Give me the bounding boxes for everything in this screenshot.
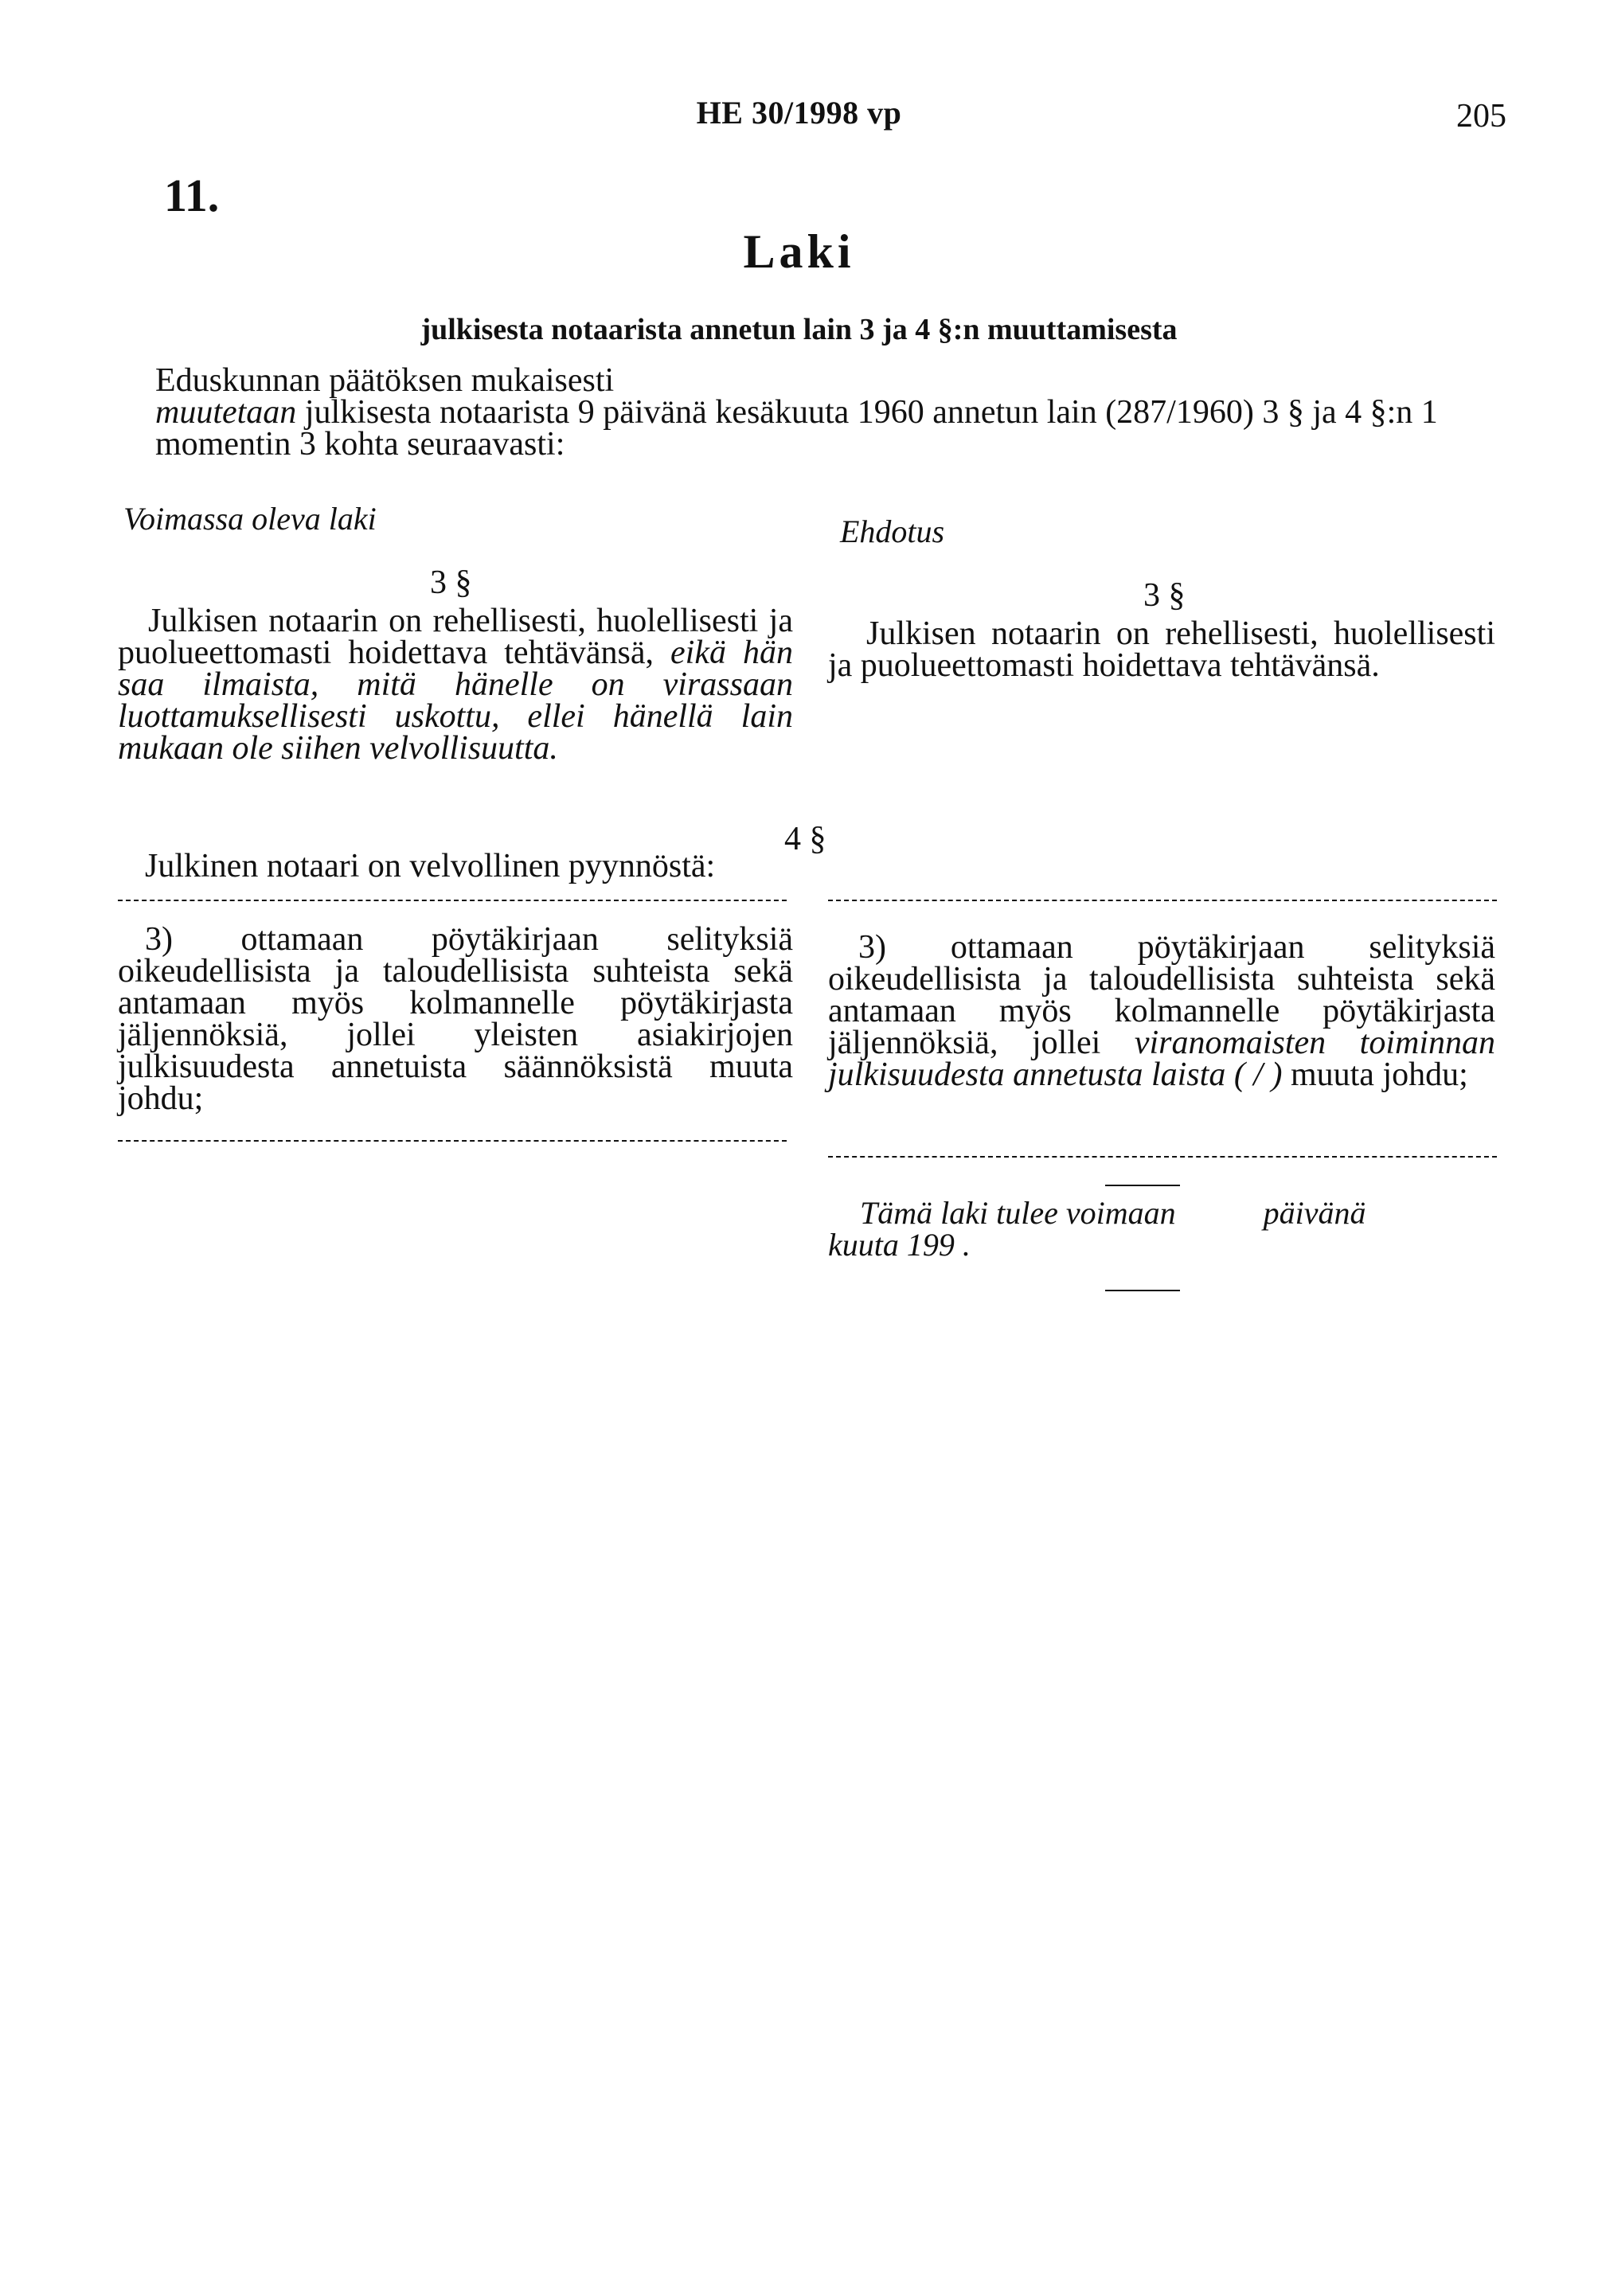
- section-3-current-removed-italic: eikä hän saa ilmaista, mitä hänelle on virassaan luottamuksellisesti uskottu, ellei hänellä lain mukaan ole siihen velvollisuutta.: [118, 635, 794, 767]
- column-heading-proposal: Ehdotus: [840, 513, 945, 549]
- section-3-current-text: [118, 603, 794, 767]
- enactment-clause-rest: julkisesta notaarista 9 päivänä kesäkuuta 1960 annetun lain (287/1960) 3 § ja 4 §:n 1 momentin 3 kohta seuraavasti:: [155, 394, 1438, 463]
- entry-into-force-part2: päivänä: [1263, 1195, 1366, 1231]
- enactment-verb: muutetaan: [155, 394, 297, 431]
- section-number: 11.: [164, 170, 220, 221]
- page-number: 205: [1456, 98, 1506, 135]
- section-4-proposal-item-3: [828, 931, 1495, 1091]
- section-4-current-intro: [118, 850, 793, 882]
- omission-line-right-1: [828, 900, 1497, 901]
- document-reference: HE 30/1998 vp: [696, 95, 902, 131]
- entry-into-force-line1: [828, 1197, 1497, 1229]
- section-4-proposal-plain-b: muuta johdu;: [1282, 1056, 1468, 1093]
- section-4-proposal-amended-italic: viranomaisten toiminnan julkisuudesta annetusta laista ( / ): [828, 1025, 1496, 1093]
- enactment-clause-line1: Eduskunnan päätöksen mukaisesti: [155, 362, 615, 399]
- section-3-mark-left: 3 §: [430, 564, 472, 601]
- entry-into-force-part1: Tämä laki tulee voimaan: [860, 1195, 1176, 1231]
- section-4-current-item-3-text: 3) ottamaan pöytäkirjaan selityksiä oikeudellisista ja taloudellisista suhteista sekä antamaan myös kolmannelle pöytäkirjasta jäljennöksiä, jollei yleisten asiakirjojen julkisuudesta annetuista säännöksistä muuta johdu;: [118, 921, 793, 1117]
- separator-rule-bottom: [1105, 1290, 1180, 1291]
- section-4-current-item-3: [118, 923, 793, 1115]
- omission-line-left-2: [118, 1140, 787, 1142]
- section-3-current-plain: Julkisen notaarin on rehellisesti, huolellisesti ja puolueettomasti hoidettava tehtävänsä,: [118, 603, 793, 671]
- enactment-clause: [155, 362, 1509, 463]
- section-4-intro-text: Julkinen notaari on velvollinen pyynnöstä:: [145, 848, 716, 884]
- entry-into-force-part3: kuuta 199 .: [828, 1227, 971, 1263]
- omission-line-left-1: [118, 900, 787, 901]
- column-heading-current-law: Voimassa oleva laki: [123, 501, 377, 537]
- omission-line-right-2: [828, 1156, 1497, 1158]
- section-4-proposal-plain-a: 3) ottamaan pöytäkirjaan selityksiä oikeudellisista ja taloudellisista suhteista sekä antamaan myös kolmannelle pöytäkirjasta jäljennöksiä, jollei: [828, 929, 1495, 1061]
- section-4-proposal-item-3-text: [828, 931, 1495, 1091]
- section-3-mark-right: 3 §: [1143, 577, 1186, 614]
- enactment-clause-body: [155, 394, 1509, 463]
- law-title: Laki: [743, 225, 855, 278]
- section-3-current-paragraph: [118, 603, 794, 767]
- section-3-proposal-text: [828, 615, 1495, 684]
- section-3-proposal-paragraph: Julkisen notaarin on rehellisesti, huolellisesti ja puolueettomasti hoidettava tehtävänsä.: [828, 615, 1495, 684]
- separator-rule-top: [1105, 1185, 1180, 1186]
- section-4-mark: 4 §: [784, 821, 826, 857]
- law-subtitle: julkisesta notaarista annetun lain 3 ja 4 §:n muuttamisesta: [420, 313, 1178, 346]
- entry-into-force-clause: [828, 1197, 1497, 1261]
